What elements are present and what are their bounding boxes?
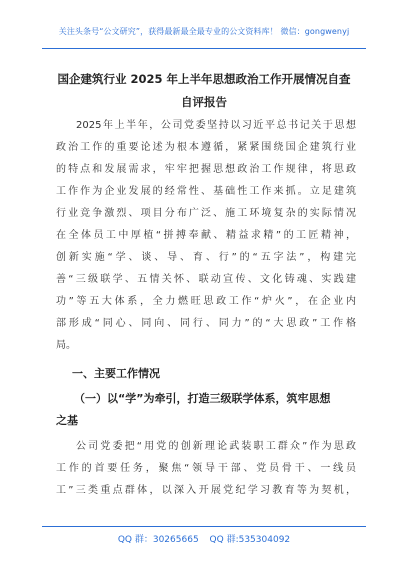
body-line: 工”三类重点群体，以深入开展党纪学习教育等为契机， <box>56 485 356 496</box>
intro-line: 部形成“同心、同向、同行、同力”的“大思政”工作格 <box>56 318 356 329</box>
body-line: 工作的首要任务，聚焦“领导干部、党员骨干、一线员 <box>56 463 356 474</box>
intro-line: 工作作为企业发展的经常性、基础性工作来抓。立足建筑 <box>56 186 356 197</box>
intro-line: 善“三级联学、五情关怀、联动宣传、文化铸魂、实践建 <box>56 274 356 285</box>
footer-divider <box>42 526 366 527</box>
footer-qq-group-2: QQ 群:535304092 <box>209 535 291 545</box>
footer <box>0 532 408 545</box>
subsection-heading-line-2: 之基 <box>56 414 78 427</box>
intro-line: 的特点和发展需求，牢牢把握思想政治工作规律，将思政 <box>56 164 356 175</box>
header-banner: 关注头条号“公文研究”，获得最新最全最专业的公文资料库！ 微信：gongwenyj <box>58 27 350 36</box>
intro-line: 2025年上半年，公司党委坚持以习近平总书记关于思想 <box>76 120 356 131</box>
document-title-line-2: 自评报告 <box>181 95 227 109</box>
document-title-line-1: 国企建筑行业 2025 年上半年思想政治工作开展情况自查 <box>57 72 351 86</box>
intro-line: 创新实施“学、谈、导、育、行”的“五字法”，构建完 <box>56 252 356 263</box>
section-heading: 一、主要工作情况 <box>72 367 160 380</box>
intro-line: 行业竞争激烈、项目分布广泛、施工环境复杂的实际情况 <box>56 208 356 219</box>
intro-line: 在全体员工中厚植“拼搏奉献、精益求精”的工匠精神， <box>56 230 356 241</box>
subsection-heading-line-1: （一）以“学”为牵引，打造三级联学体系，筑牢思想 <box>74 392 331 405</box>
header-divider <box>42 48 366 49</box>
intro-line: 政治工作的重要论述为根本遵循，紧紧围绕国企建筑行业 <box>56 142 356 153</box>
intro-line: 局。 <box>56 340 76 351</box>
body-line: 公司党委把“用党的创新理论武装职工群众”作为思政 <box>76 441 356 452</box>
footer-qq-group-1: QQ 群：30265665 <box>117 535 199 545</box>
intro-line: 功”等五大体系，全力燃旺思政工作“炉火”，在企业内 <box>56 296 356 307</box>
